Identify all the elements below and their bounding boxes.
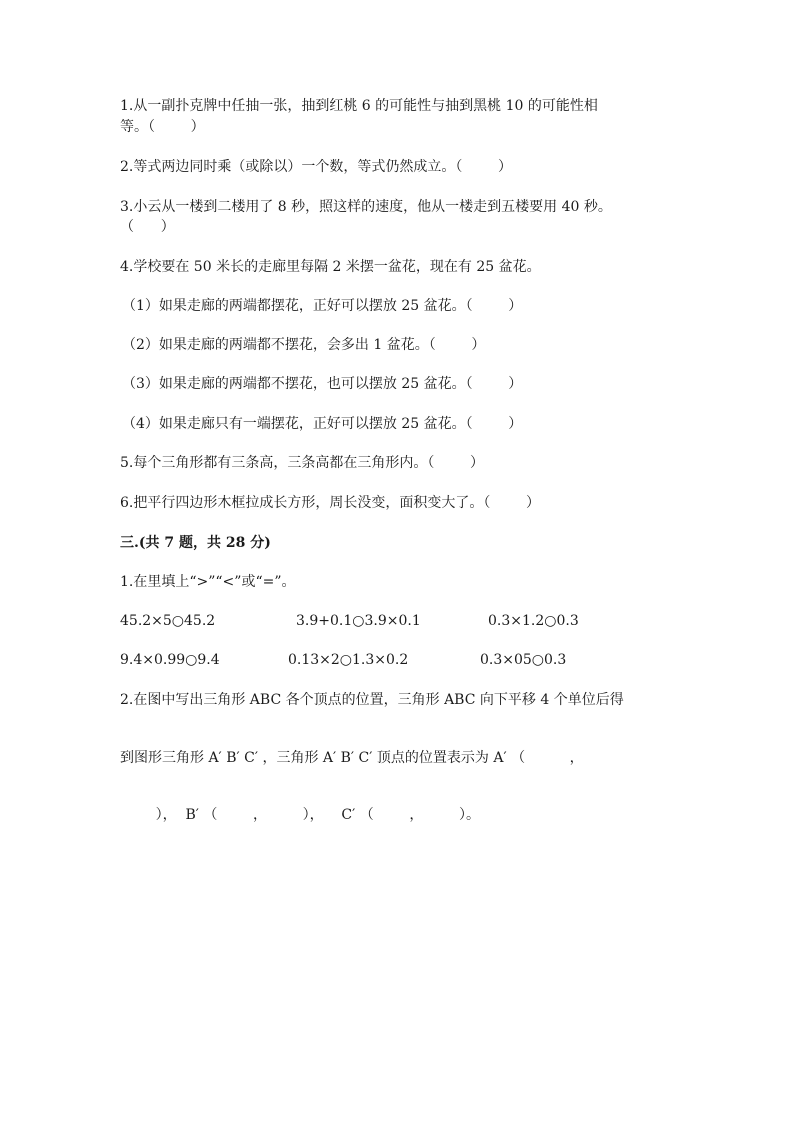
judge-question-5: 5.每个三角形都有三条高，三条高都在三角形内。（ ） — [120, 455, 484, 471]
compare-question-1: 1.在里填上“>”“<”或“=”。 — [120, 574, 296, 590]
judge-question-4-part-3: （3）如果走廊的两端都不摆花，也可以摆放 25 盆花。（ ） — [122, 376, 523, 392]
judge-question-2: 2.等式两边同时乘（或除以）一个数，等式仍然成立。（ ） — [120, 159, 512, 175]
judge-question-1-line-1: 1.从一副扑克牌中任抽一张，抽到红桃 6 的可能性与抽到黑桃 10 的可能性相 — [120, 98, 598, 114]
compare-expression: 0.13×2○1.3×0.2 — [288, 652, 409, 668]
compare-expression: 45.2×5○45.2 — [120, 613, 216, 629]
compare-expression: 9.4×0.99○9.4 — [120, 652, 220, 668]
judge-question-3-line-2: （ ） — [120, 219, 175, 235]
compare-expression: 0.3×05○0.3 — [480, 652, 567, 668]
translation-question-2-line-2: 到图形三角形 A′ B′ C′ ，三角形 A′ B′ C′ 顶点的位置表示为 A′ （ ， — [120, 750, 584, 766]
translation-question-2-line-3: ）， B′ （ ， ）， C′ （ ， ）。 — [120, 807, 480, 823]
translation-question-2-line-1: 2.在图中写出三角形 ABC 各个顶点的位置，三角形 ABC 向下平移 4 个单位后得 — [120, 692, 624, 708]
judge-question-6: 6.把平行四边形木框拉成长方形，周长没变，面积变大了。（ ） — [120, 495, 540, 511]
judge-question-1-line-2: 等。（ ） — [120, 119, 205, 135]
judge-question-3-line-1: 3.小云从一楼到二楼用了 8 秒，照这样的速度，他从一楼走到五楼要用 40 秒。 — [120, 199, 612, 215]
section-3-heading: 三.(共 7 题，共 28 分) — [120, 535, 271, 551]
compare-expression: 0.3×1.2○0.3 — [488, 613, 579, 629]
compare-expression: 3.9+0.1○3.9×0.1 — [296, 613, 421, 629]
judge-question-4-part-2: （2）如果走廊的两端都不摆花，会多出 1 盆花。（ ） — [122, 337, 486, 353]
judge-question-4: 4.学校要在 50 米长的走廊里每隔 2 米摆一盆花，现在有 25 盆花。 — [120, 259, 541, 275]
judge-question-4-part-4: （4）如果走廊只有一端摆花，正好可以摆放 25 盆花。（ ） — [122, 416, 523, 432]
judge-question-4-part-1: （1）如果走廊的两端都摆花，正好可以摆放 25 盆花。（ ） — [122, 298, 523, 314]
